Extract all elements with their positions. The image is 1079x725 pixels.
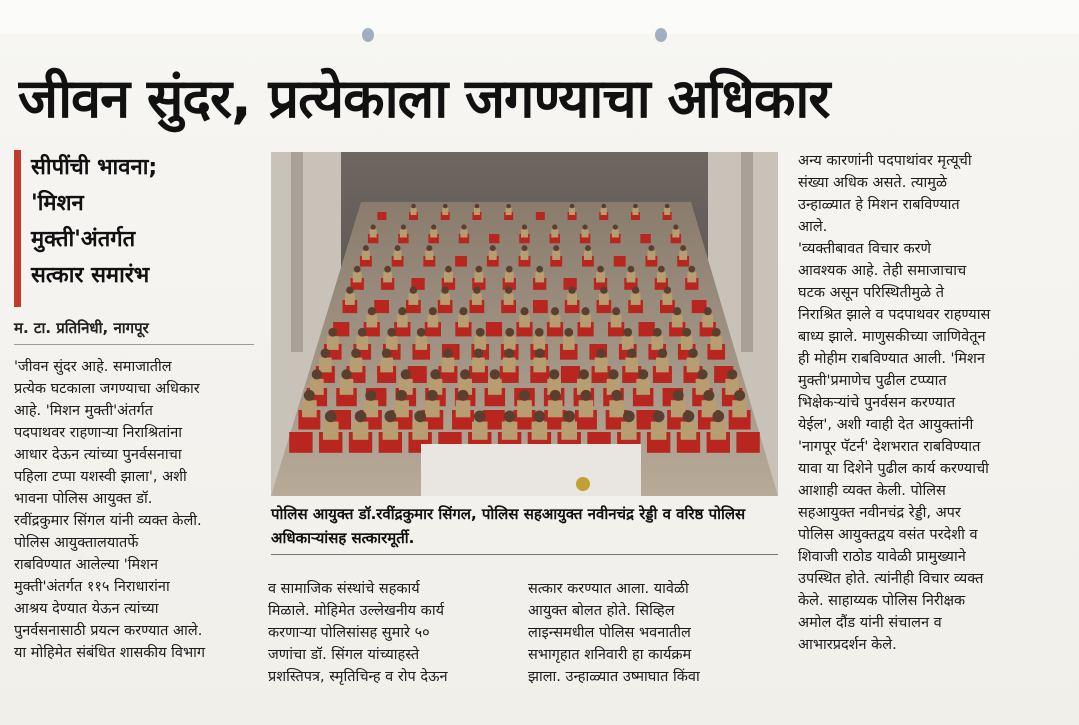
article-line: प्रशस्तिपत्र, स्मृतिचिन्ह व रोप देऊन — [268, 669, 448, 685]
article-line: आधार देऊन त्यांच्या पुनर्वसनाचा — [14, 447, 182, 463]
article-line: उपस्थित होते. त्यांनीही विचार व्यक्त — [798, 571, 984, 587]
article-line: या मोहिमेत संबंधित शासकीय विभाग — [14, 645, 206, 661]
article-line: लाइन्समधील पोलिस भवनातील — [528, 625, 691, 641]
article-line: शिवाजी राठोड यावेळी प्रामुख्याने — [798, 549, 966, 565]
article-line: पुनर्वसनासाठी प्रयत्न करण्यात आले. — [14, 623, 203, 639]
pin-mark — [362, 28, 374, 42]
article-line: सत्कार करण्यात आला. यावेळी — [528, 581, 689, 597]
article-line: निराश्रित झाले व पदपाथवर राहण्यास — [798, 307, 991, 323]
event-photo — [271, 152, 778, 496]
article-line: सहआयुक्त नवीनचंद्र रेड्डी, अपर — [798, 505, 961, 521]
article-line: मिळाले. मोहिमेत उल्लेखनीय कार्य — [268, 603, 444, 619]
article-column-3 — [528, 578, 778, 688]
article-line: अन्य कारणांनी पदपाथांवर मृत्यूची — [798, 153, 972, 169]
article-column-4 — [798, 150, 1038, 656]
article-line: प्रत्येक घटकाला जगण्याचा अधिकार — [14, 381, 200, 397]
article-line: पोलिस आयुक्तद्वय वसंत परदेशी व — [798, 527, 978, 543]
kicker-box — [14, 150, 254, 307]
article-line: घटक असून परिस्थितीमुळे ते — [798, 285, 945, 301]
article-line: झाला. उन्हाळ्यात उष्माघात किंवा — [528, 669, 700, 685]
article-line: आले. — [798, 219, 828, 235]
article-line: पदपाथवर राहणाऱ्या निराश्रितांना — [14, 425, 183, 441]
article-line: 'नागपूर पॅटर्न' देशभरात राबविण्यात — [798, 439, 981, 455]
article-line: रवींद्रकुमार सिंगल यांनी व्यक्त केली. — [14, 513, 202, 529]
kicker-line: सीपींची भावना; — [31, 155, 158, 180]
article-line: करणाऱ्या पोलिसांसह सुमारे ५० — [268, 625, 430, 641]
article-line: बाध्य झाले. माणुसकीच्या जाणिवेतून — [798, 329, 986, 345]
kicker-line: मुक्ती'अंतर्गत — [31, 227, 136, 252]
article-line: येईल', अशी ग्वाही देत आयुक्तांनी — [798, 417, 974, 433]
article-line: सभागृहात शनिवारी हा कार्यक्रम — [528, 647, 692, 663]
kicker-line: सत्कार समारंभ — [31, 263, 150, 288]
article-line: केले. साहाय्यक पोलिस निरीक्षक — [798, 593, 966, 609]
article-line: आशाही व्यक्त केली. पोलिस — [798, 483, 946, 499]
article-line: 'व्यक्तीबावत विचार करणे — [798, 241, 931, 257]
article-line: अमोल दौंड यांनी संचालन व — [798, 615, 942, 631]
byline: म. टा. प्रतिनिधी, नागपूर — [14, 318, 254, 345]
article-line: यावा या दिशेने पुढील कार्य करण्याची — [798, 461, 989, 477]
article-line: जणांचा डॉ. सिंगल यांच्याहस्ते — [268, 647, 420, 663]
article-line: पोलिस आयुक्तालयातर्फे — [14, 535, 139, 551]
article-line: मुक्ती'अंतर्गत ११५ निराधारांना — [14, 579, 170, 595]
article-line: ही मोहीम राबविण्यात आली. 'मिशन — [798, 351, 985, 367]
article-line: संख्या अधिक असते. त्यामुळे — [798, 175, 947, 191]
article-line: आहे. 'मिशन मुक्ती'अंतर्गत — [14, 403, 153, 419]
article-line: मुक्ती'प्रमाणेच पुढील टप्प्यात — [798, 373, 947, 389]
article-line: आवश्यक आहे. तेही समाजाचाच — [798, 263, 967, 279]
article-line: पहिला टप्पा यशस्वी झाला', अशी — [14, 469, 187, 485]
article-line: आश्रय देण्यात येऊन त्यांच्या — [14, 601, 159, 617]
pin-mark — [655, 28, 667, 42]
article-line: व सामाजिक संस्थांचे सहकार्य — [268, 581, 420, 597]
article-column-1 — [14, 356, 254, 664]
article-line: उन्हाळ्यात हे मिशन राबविण्यात — [798, 197, 960, 213]
article-line: राबविण्यात आलेल्या 'मिशन — [14, 557, 159, 573]
article-line: 'जीवन सुंदर आहे. समाजातील — [14, 359, 172, 375]
article-column-2 — [268, 578, 508, 688]
photo-caption: पोलिस आयुक्त डॉ.रवींद्रकुमार सिंगल, पोलिस सहआयुक्त नवीनचंद्र रेड्डी व वरिष्ठ पोलिस अधिकाऱ्यांसह सत्कारमूर्ती. — [271, 502, 778, 555]
article-line: भिक्षेकऱ्यांचे पुनर्वसन करण्यात — [798, 395, 956, 411]
audience-photo-illustration — [271, 152, 778, 496]
article-line: भावना पोलिस आयुक्त डॉ. — [14, 491, 153, 507]
headline: जीवन सुंदर, प्रत्येकाला जगण्याचा अधिकार — [18, 67, 830, 130]
kicker-line: 'मिशन — [31, 191, 84, 216]
article-line: आयुक्त बोलत होते. सिव्हिल — [528, 603, 675, 619]
article-line: आभारप्रदर्शन केले. — [798, 637, 897, 653]
top-margin — [0, 0, 1079, 34]
